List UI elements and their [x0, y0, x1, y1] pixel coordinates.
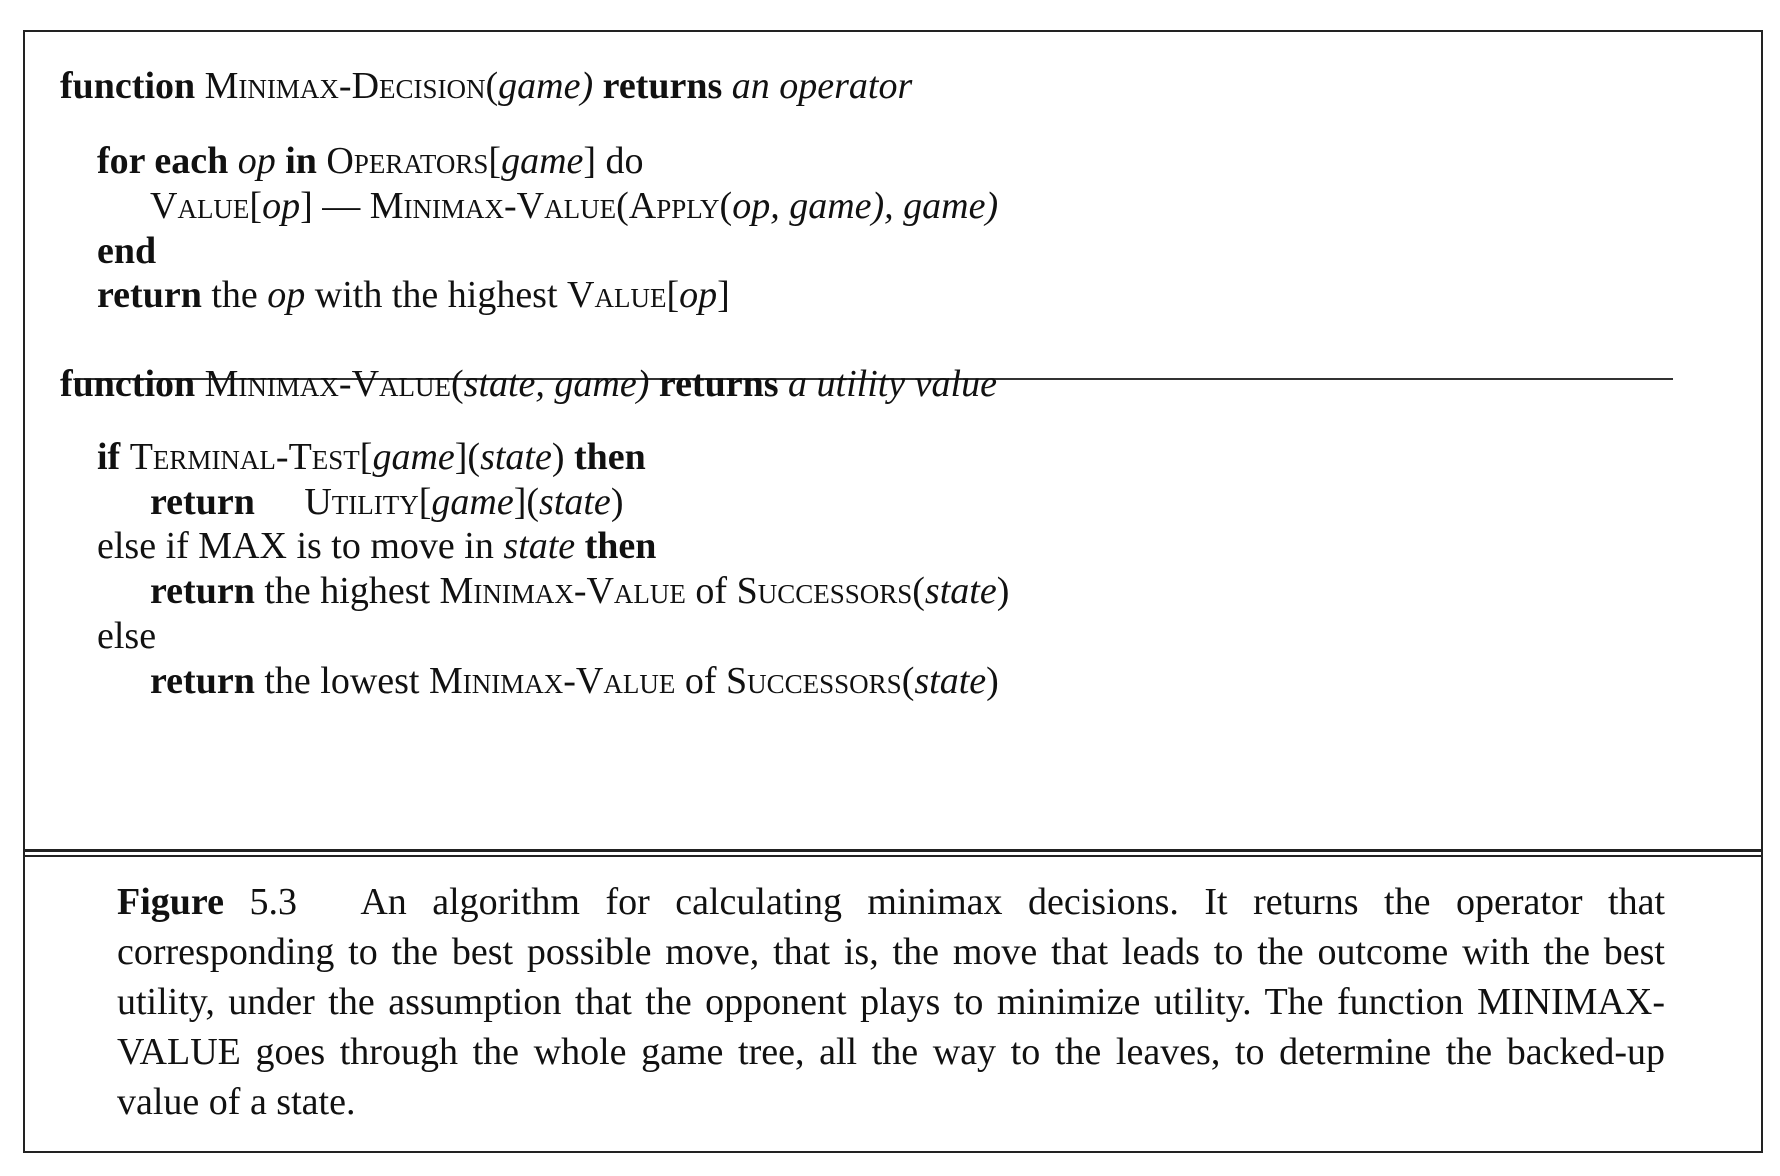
var-state: state [924, 570, 997, 612]
var-op: op [237, 140, 276, 182]
value-array: Value[ [567, 274, 680, 316]
decision-header [60, 64, 912, 108]
else-if-line [97, 524, 656, 568]
bracket-paren: ]( [454, 436, 481, 478]
return-lowest-line [150, 659, 999, 703]
keyword-then: then [574, 436, 646, 478]
return-line [97, 273, 730, 317]
var-game: game [372, 436, 455, 478]
minimax-value-ref: Minimax-Value [428, 660, 676, 702]
keyword-else: else [97, 615, 157, 657]
value-array: Value[ [150, 185, 263, 227]
var-op: op [679, 274, 718, 316]
keyword-returns: returns [658, 363, 779, 405]
function-name: Minimax-Decision( [204, 65, 499, 107]
keyword-function: function [60, 65, 196, 107]
assignment-line [150, 184, 998, 228]
keyword-function: function [60, 363, 196, 405]
operators-call: Operators[ [326, 140, 502, 182]
close-paren: ) [551, 436, 565, 478]
keyword-in: in [285, 140, 317, 182]
assign-arrow: ] — [300, 185, 370, 227]
close-paren: ) [996, 570, 1010, 612]
utility-call: Utility[ [304, 481, 432, 523]
keyword-return: return [97, 274, 202, 316]
var-game: game [431, 481, 514, 523]
keyword-end: end [97, 230, 157, 272]
var-state: state [914, 660, 987, 702]
bracket-paren: ]( [513, 481, 540, 523]
return-utility-line [150, 480, 623, 524]
text-highest: the highest [254, 570, 440, 612]
keyword-return: return [150, 481, 255, 523]
algorithm-box [25, 32, 1761, 849]
var-state: state [503, 525, 576, 567]
keyword-for-each: for each [97, 140, 229, 182]
apply-args: op, game), game) [732, 185, 999, 227]
function-args: state, game) [463, 363, 650, 405]
var-op: op [262, 185, 301, 227]
minimax-value-ref: Minimax-Value [439, 570, 686, 612]
text-of: of [675, 660, 726, 702]
text-with-highest: with the highest [305, 274, 568, 316]
var-op: op [267, 274, 306, 316]
terminal-test-call: Terminal-Test[ [129, 436, 373, 478]
function-arg: game [498, 65, 581, 107]
close-bracket: ] [717, 274, 730, 316]
keyword-if: if [97, 436, 121, 478]
for-each-line [97, 139, 644, 183]
text-lowest: the lowest [254, 660, 429, 702]
figure-number: 5.3 [249, 881, 297, 923]
value-header [60, 362, 997, 406]
caption-divider [23, 849, 1763, 857]
return-type: an operator [731, 65, 913, 107]
keyword-return: return [150, 660, 255, 702]
else-line [97, 614, 156, 658]
end-line [97, 229, 156, 273]
text-of: of [685, 570, 737, 612]
keyword-returns: returns [602, 65, 723, 107]
do-keyword: ] do [583, 140, 644, 182]
var-state: state [480, 436, 552, 478]
return-highest-line [150, 569, 1009, 613]
else-if-max: else if MAX is to move in [97, 525, 504, 567]
function-close: ) [580, 65, 594, 107]
apply-call: Apply( [628, 185, 733, 227]
function-name: Minimax-Value( [204, 363, 464, 405]
close-paren: ) [986, 660, 999, 702]
return-type: a utility value [788, 363, 997, 405]
figure-caption [117, 877, 1665, 1127]
var-game: game [501, 140, 584, 182]
algorithm-figure-frame [23, 30, 1763, 1153]
keyword-then: then [584, 525, 657, 567]
minimax-value-call: Minimax-Value( [369, 185, 629, 227]
caption-text: An algorithm for calculating minimax decisions. It returns the operator that corresponding to the best possible move, that is, the move that leads to the outcome with the best utility, under the assumption that the opponent plays to minimize utility. The function MINIMAX-VALUE goes through the whole game tree, all the way to the leaves, to determine the backed-up value of a state. [117, 881, 1666, 1123]
successors-call: Successors( [736, 570, 925, 612]
close-paren: ) [610, 481, 624, 523]
keyword-return: return [150, 570, 255, 612]
successors-call: Successors( [726, 660, 915, 702]
var-state: state [539, 481, 611, 523]
figure-label: Figure [117, 881, 224, 923]
text-the: the [201, 274, 268, 316]
if-terminal-line [97, 435, 646, 479]
